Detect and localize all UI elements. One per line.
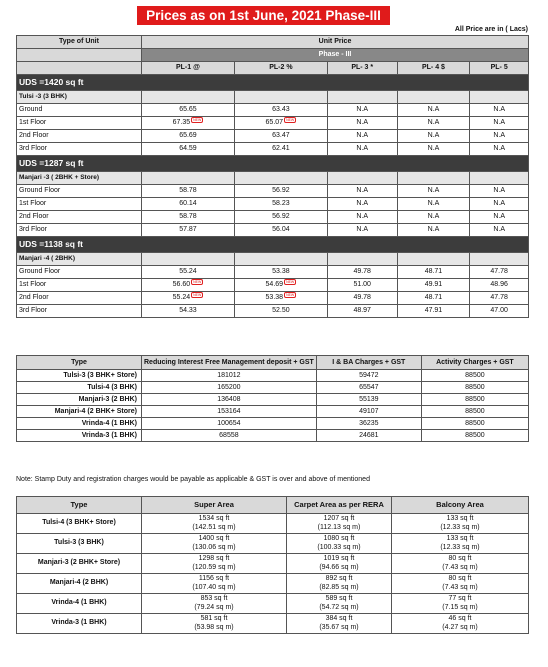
price-cell: [327, 211, 397, 224]
price-unit-note: All Price are in ( Lacs): [454, 26, 528, 33]
price-cell: [142, 143, 235, 156]
price-value: 53.38: [272, 268, 290, 275]
super-area-cell: [142, 514, 287, 534]
price-value: 58.23: [272, 200, 290, 207]
price-value: N.A: [356, 145, 369, 152]
balcony-area-sqm: (7.43 sq m): [442, 583, 478, 591]
management-deposit-header: Reducing Interest Free Management deposit + GST: [142, 356, 317, 370]
carpet-area-sqft: 892 sq ft: [325, 575, 353, 582]
blank-cell: [327, 172, 397, 185]
charges-value: 88500: [421, 394, 528, 406]
super-area-sqm: (130.06 sq m): [192, 543, 236, 551]
price-value: N.A: [427, 200, 440, 207]
price-value: N.A: [493, 187, 505, 194]
price-row: [17, 279, 529, 292]
price-cell: [142, 198, 235, 211]
price-value: 56.92: [272, 187, 290, 194]
carpet-area-sqm: (112.13 sq m): [317, 523, 361, 531]
balcony-area-sqm: (12.33 sq m): [440, 543, 480, 551]
super-area-sqft: 581 sq ft: [200, 615, 228, 622]
price-value: N.A: [427, 106, 440, 113]
price-cell: [234, 305, 327, 318]
unit-type-row: [17, 172, 529, 185]
price-row: [17, 143, 529, 156]
price-cell: [397, 185, 470, 198]
floor-label: Ground Floor: [17, 185, 142, 198]
charges-value: 24681: [316, 430, 421, 442]
price-cell: [470, 185, 529, 198]
price-row: [17, 117, 529, 130]
balcony-area-sqft: 46 sq ft: [448, 615, 472, 622]
uds-section-row: [17, 75, 529, 91]
blank-cell: [397, 91, 470, 104]
price-value: 55.24: [172, 294, 191, 301]
floor-label: 1st Floor: [17, 117, 142, 130]
price-value: N.A: [493, 213, 505, 220]
super-area-sqm: (142.51 sq m): [192, 523, 236, 531]
carpet-area-cell: [287, 594, 392, 614]
new-badge: NEW: [286, 280, 295, 284]
balcony-area-cell: [392, 574, 529, 594]
price-cell: [142, 130, 235, 143]
price-cell: [327, 279, 397, 292]
price-value: N.A: [427, 145, 440, 152]
super-area-cell: [142, 574, 287, 594]
super-area-sqm: (107.40 sq m): [192, 583, 236, 591]
new-badge: NEW: [193, 280, 202, 284]
price-cell: [327, 292, 397, 305]
price-cell: [470, 104, 529, 117]
charges-value: 181012: [142, 370, 317, 382]
charges-type-label: Tulsi-4 (3 BHK): [17, 382, 142, 394]
price-cell: [470, 266, 529, 279]
price-row: [17, 198, 529, 211]
unit-type-label: Tulsi -3 (3 BHK): [17, 91, 142, 104]
col-header-pl1: PL-1 @: [142, 62, 235, 75]
price-cell: [470, 143, 529, 156]
charges-row: [17, 418, 529, 430]
price-value: N.A: [356, 187, 369, 194]
price-value: 58.78: [179, 213, 197, 220]
price-value: 58.78: [179, 187, 197, 194]
charges-value: 100654: [142, 418, 317, 430]
price-value: 55.24: [179, 268, 197, 275]
charges-value: 88500: [421, 430, 528, 442]
unit-type-label: Manjari -4 ( 2BHK): [17, 253, 142, 266]
price-cell: [470, 117, 529, 130]
super-area-cell: [142, 614, 287, 634]
price-value: N.A: [493, 200, 505, 207]
price-value: N.A: [356, 106, 369, 113]
blank-cell: [470, 253, 529, 266]
price-cell: [327, 224, 397, 237]
area-type-label: Manjari-3 (2 BHK+ Store): [17, 554, 142, 574]
balcony-area-header: Balcony Area: [392, 497, 529, 514]
balcony-area-sqft: 77 sq ft: [448, 595, 472, 602]
price-value: 47.78: [490, 294, 508, 301]
price-cell: [397, 143, 470, 156]
price-value: 48.97: [353, 307, 371, 314]
price-value: 51.00: [353, 281, 371, 288]
balcony-area-sqm: (7.15 sq m): [442, 603, 478, 611]
floor-label: 1st Floor: [17, 279, 142, 292]
blank-cell: [397, 172, 470, 185]
charges-type-header: Type: [17, 356, 142, 370]
price-cell: [470, 305, 529, 318]
price-value: 56.04: [272, 226, 290, 233]
floor-label: 3rd Floor: [17, 305, 142, 318]
blank-cell: [234, 253, 327, 266]
stamp-duty-note: Note: Stamp Duty and registration charges would be payable as applicable & GST is over and above of mentioned: [16, 476, 370, 483]
area-type-label: Vrinda-4 (1 BHK): [17, 594, 142, 614]
new-badge: NEW: [286, 118, 295, 122]
price-value: N.A: [427, 119, 440, 126]
price-value: 57.87: [179, 226, 197, 233]
price-value: 47.91: [424, 307, 443, 314]
price-cell: [397, 279, 470, 292]
price-cell: [397, 305, 470, 318]
price-cell: [470, 211, 529, 224]
charges-value: 88500: [421, 406, 528, 418]
super-area-cell: [142, 534, 287, 554]
price-row: [17, 130, 529, 143]
super-area-sqft: 1298 sq ft: [198, 555, 230, 562]
uds-label: UDS =1420 sq ft: [17, 75, 529, 91]
area-type-label: Vrinda-3 (1 BHK): [17, 614, 142, 634]
price-cell: [397, 224, 470, 237]
charges-row: [17, 382, 529, 394]
super-area-sqm: (79.24 sq m): [194, 603, 234, 611]
blank-cell: [234, 172, 327, 185]
carpet-area-header: Carpet Area as per RERA: [287, 497, 392, 514]
price-cell: [470, 279, 529, 292]
price-value: 49.78: [353, 294, 371, 301]
balcony-area-sqft: 133 sq ft: [446, 535, 474, 542]
area-row: [17, 514, 529, 534]
price-value: 64.59: [179, 145, 197, 152]
price-cell: [397, 266, 470, 279]
price-cell: [397, 211, 470, 224]
area-type-label: Tulsi-4 (3 BHK+ Store): [17, 514, 142, 534]
charges-value: 65547: [316, 382, 421, 394]
price-value: N.A: [356, 132, 369, 139]
price-table: [16, 35, 529, 318]
price-value: 48.71: [424, 294, 443, 301]
price-value: N.A: [427, 132, 440, 139]
price-value: 53.38: [265, 294, 284, 301]
carpet-area-cell: [287, 554, 392, 574]
price-row: [17, 185, 529, 198]
price-cell: [327, 130, 397, 143]
blank-cell: [142, 253, 235, 266]
price-value: 56.92: [272, 213, 290, 220]
blank-cell: [234, 91, 327, 104]
col-header-pl2: PL-2 %: [234, 62, 327, 75]
carpet-area-sqft: 1207 sq ft: [323, 515, 355, 522]
charges-value: 88500: [421, 418, 528, 430]
page-title: Prices as on 1st June, 2021 Phase-III: [137, 6, 390, 25]
carpet-area-sqft: 1019 sq ft: [323, 555, 355, 562]
price-value: 47.00: [490, 307, 508, 314]
blank-header-cell: [17, 49, 142, 62]
price-cell: [327, 198, 397, 211]
price-value: N.A: [427, 187, 440, 194]
super-area-sqft: 1534 sq ft: [198, 515, 230, 522]
area-row: [17, 594, 529, 614]
charges-value: 136408: [142, 394, 317, 406]
charges-type-label: Manjari-3 (2 BHK): [17, 394, 142, 406]
charges-type-label: Manjari-4 (2 BHK+ Store): [17, 406, 142, 418]
balcony-area-cell: [392, 614, 529, 634]
price-cell: [234, 279, 327, 292]
type-of-unit-header: Type of Unit: [17, 36, 142, 49]
blank-cell: [327, 91, 397, 104]
charges-value: 55139: [316, 394, 421, 406]
charges-value: 36235: [316, 418, 421, 430]
charges-type-label: Vrinda-4 (1 BHK): [17, 418, 142, 430]
price-value: 65.69: [179, 132, 197, 139]
price-value: 60.14: [179, 200, 197, 207]
price-value: 65.65: [179, 106, 197, 113]
price-cell: [234, 224, 327, 237]
price-value: N.A: [493, 226, 505, 233]
floor-label: 2nd Floor: [17, 211, 142, 224]
price-value: 48.96: [490, 281, 508, 288]
floor-label: 1st Floor: [17, 198, 142, 211]
carpet-area-sqm: (54.72 sq m): [319, 603, 359, 611]
price-value: N.A: [427, 226, 440, 233]
charges-row: [17, 370, 529, 382]
price-value: N.A: [356, 226, 369, 233]
price-cell: [142, 211, 235, 224]
blank-cell: [142, 91, 235, 104]
area-table: [16, 496, 529, 634]
charges-row: [17, 394, 529, 406]
price-value: 56.60: [172, 281, 191, 288]
area-type-label: Tulsi-3 (3 BHK): [17, 534, 142, 554]
balcony-area-cell: [392, 534, 529, 554]
price-value: 63.47: [272, 132, 290, 139]
carpet-area-cell: [287, 574, 392, 594]
price-cell: [142, 279, 235, 292]
super-area-header: Super Area: [142, 497, 287, 514]
uds-section-row: [17, 237, 529, 253]
price-value: 65.07: [265, 119, 284, 126]
floor-label: 2nd Floor: [17, 130, 142, 143]
price-cell: [142, 104, 235, 117]
blank-cell: [470, 91, 529, 104]
price-value: N.A: [356, 213, 369, 220]
iba-charges-header: I & BA Charges + GST: [316, 356, 421, 370]
area-row: [17, 574, 529, 594]
carpet-area-sqft: 1080 sq ft: [323, 535, 355, 542]
balcony-area-sqft: 80 sq ft: [448, 555, 472, 562]
carpet-area-sqft: 589 sq ft: [325, 595, 353, 602]
super-area-cell: [142, 594, 287, 614]
price-cell: [234, 130, 327, 143]
price-value: N.A: [427, 213, 440, 220]
new-badge: NEW: [193, 293, 202, 297]
super-area-cell: [142, 554, 287, 574]
carpet-area-cell: [287, 514, 392, 534]
price-cell: [234, 104, 327, 117]
price-cell: [142, 185, 235, 198]
price-value: 63.43: [272, 106, 290, 113]
carpet-area-sqm: (94.66 sq m): [319, 563, 359, 571]
price-cell: [142, 266, 235, 279]
charges-value: 49107: [316, 406, 421, 418]
charges-table: [16, 355, 529, 442]
price-cell: [234, 292, 327, 305]
floor-label: 3rd Floor: [17, 143, 142, 156]
price-cell: [234, 143, 327, 156]
area-row: [17, 614, 529, 634]
floor-label: 2nd Floor: [17, 292, 142, 305]
charges-row: [17, 430, 529, 442]
floor-label: 3rd Floor: [17, 224, 142, 237]
price-cell: [142, 292, 235, 305]
price-cell: [142, 117, 235, 130]
price-cell: [142, 224, 235, 237]
price-cell: [234, 185, 327, 198]
area-row: [17, 534, 529, 554]
price-value: 52.50: [272, 307, 290, 314]
price-cell: [397, 292, 470, 305]
new-badge: NEW: [286, 293, 295, 297]
blank-cell: [142, 172, 235, 185]
charges-value: 88500: [421, 370, 528, 382]
charges-row: [17, 406, 529, 418]
blank-header-cell: [17, 62, 142, 75]
price-cell: [327, 117, 397, 130]
price-cell: [234, 117, 327, 130]
price-cell: [470, 198, 529, 211]
price-cell: [397, 104, 470, 117]
price-cell: [397, 198, 470, 211]
price-value: N.A: [356, 200, 369, 207]
price-value: 54.33: [179, 307, 197, 314]
uds-label: UDS =1287 sq ft: [17, 156, 529, 172]
unit-price-header: Unit Price: [142, 36, 529, 49]
area-type-label: Manjari-4 (2 BHK): [17, 574, 142, 594]
balcony-area-sqm: (12.33 sq m): [440, 523, 480, 531]
super-area-sqft: 1400 sq ft: [198, 535, 230, 542]
price-value: 67.35: [172, 119, 191, 126]
blank-cell: [470, 172, 529, 185]
price-cell: [470, 224, 529, 237]
balcony-area-cell: [392, 554, 529, 574]
area-row: [17, 554, 529, 574]
col-header-pl5: PL- 5: [470, 62, 529, 75]
new-badge: NEW: [193, 118, 202, 122]
carpet-area-cell: [287, 534, 392, 554]
balcony-area-cell: [392, 594, 529, 614]
carpet-area-cell: [287, 614, 392, 634]
price-cell: [397, 117, 470, 130]
blank-cell: [397, 253, 470, 266]
price-value: 48.71: [424, 268, 443, 275]
balcony-area-sqft: 80 sq ft: [448, 575, 472, 582]
price-value: N.A: [493, 132, 505, 139]
unit-type-label: Manjari -3 ( 2BHK + Store): [17, 172, 142, 185]
super-area-sqm: (120.59 sq m): [192, 563, 236, 571]
carpet-area-sqm: (35.67 sq m): [319, 623, 359, 631]
carpet-area-sqft: 384 sq ft: [325, 615, 353, 622]
price-value: 47.78: [490, 268, 508, 275]
price-value: 54.69: [265, 281, 284, 288]
price-cell: [142, 305, 235, 318]
price-value: N.A: [493, 119, 505, 126]
unit-type-row: [17, 91, 529, 104]
charges-type-label: Vrinda-3 (1 BHK): [17, 430, 142, 442]
price-cell: [470, 130, 529, 143]
col-header-pl4: PL- 4 $: [397, 62, 470, 75]
uds-label: UDS =1138 sq ft: [17, 237, 529, 253]
price-value: 49.91: [424, 281, 443, 288]
price-row: [17, 266, 529, 279]
price-cell: [234, 211, 327, 224]
price-value: N.A: [493, 106, 505, 113]
price-cell: [327, 104, 397, 117]
charges-value: 68558: [142, 430, 317, 442]
charges-value: 153164: [142, 406, 317, 418]
uds-section-row: [17, 156, 529, 172]
price-value: N.A: [356, 119, 369, 126]
price-row: [17, 211, 529, 224]
price-cell: [327, 185, 397, 198]
price-value: 62.41: [272, 145, 290, 152]
price-cell: [234, 266, 327, 279]
balcony-area-sqm: (4.27 sq m): [442, 623, 478, 631]
price-row: [17, 305, 529, 318]
price-cell: [327, 143, 397, 156]
floor-label: Ground: [17, 104, 142, 117]
area-type-header: Type: [17, 497, 142, 514]
blank-cell: [327, 253, 397, 266]
unit-type-row: [17, 253, 529, 266]
carpet-area-sqm: (82.85 sq m): [319, 583, 359, 591]
price-cell: [470, 292, 529, 305]
price-cell: [327, 305, 397, 318]
balcony-area-cell: [392, 514, 529, 534]
price-cell: [234, 198, 327, 211]
price-row: [17, 224, 529, 237]
price-value: N.A: [493, 145, 505, 152]
carpet-area-sqm: (100.33 sq m): [317, 543, 361, 551]
phase-header: Phase - III: [142, 49, 529, 62]
floor-label: Ground Floor: [17, 266, 142, 279]
price-row: [17, 104, 529, 117]
activity-charges-header: Activity Charges + GST: [421, 356, 528, 370]
charges-value: 88500: [421, 382, 528, 394]
charges-value: 165200: [142, 382, 317, 394]
price-row: [17, 292, 529, 305]
col-header-pl3: PL- 3 *: [327, 62, 397, 75]
super-area-sqft: 1156 sq ft: [198, 575, 230, 582]
balcony-area-sqm: (7.43 sq m): [442, 563, 478, 571]
charges-type-label: Tulsi-3 (3 BHK+ Store): [17, 370, 142, 382]
balcony-area-sqft: 133 sq ft: [446, 515, 474, 522]
price-cell: [397, 130, 470, 143]
price-value: 49.78: [353, 268, 371, 275]
charges-value: 59472: [316, 370, 421, 382]
price-cell: [327, 266, 397, 279]
super-area-sqm: (53.98 sq m): [194, 623, 234, 631]
super-area-sqft: 853 sq ft: [200, 595, 228, 602]
